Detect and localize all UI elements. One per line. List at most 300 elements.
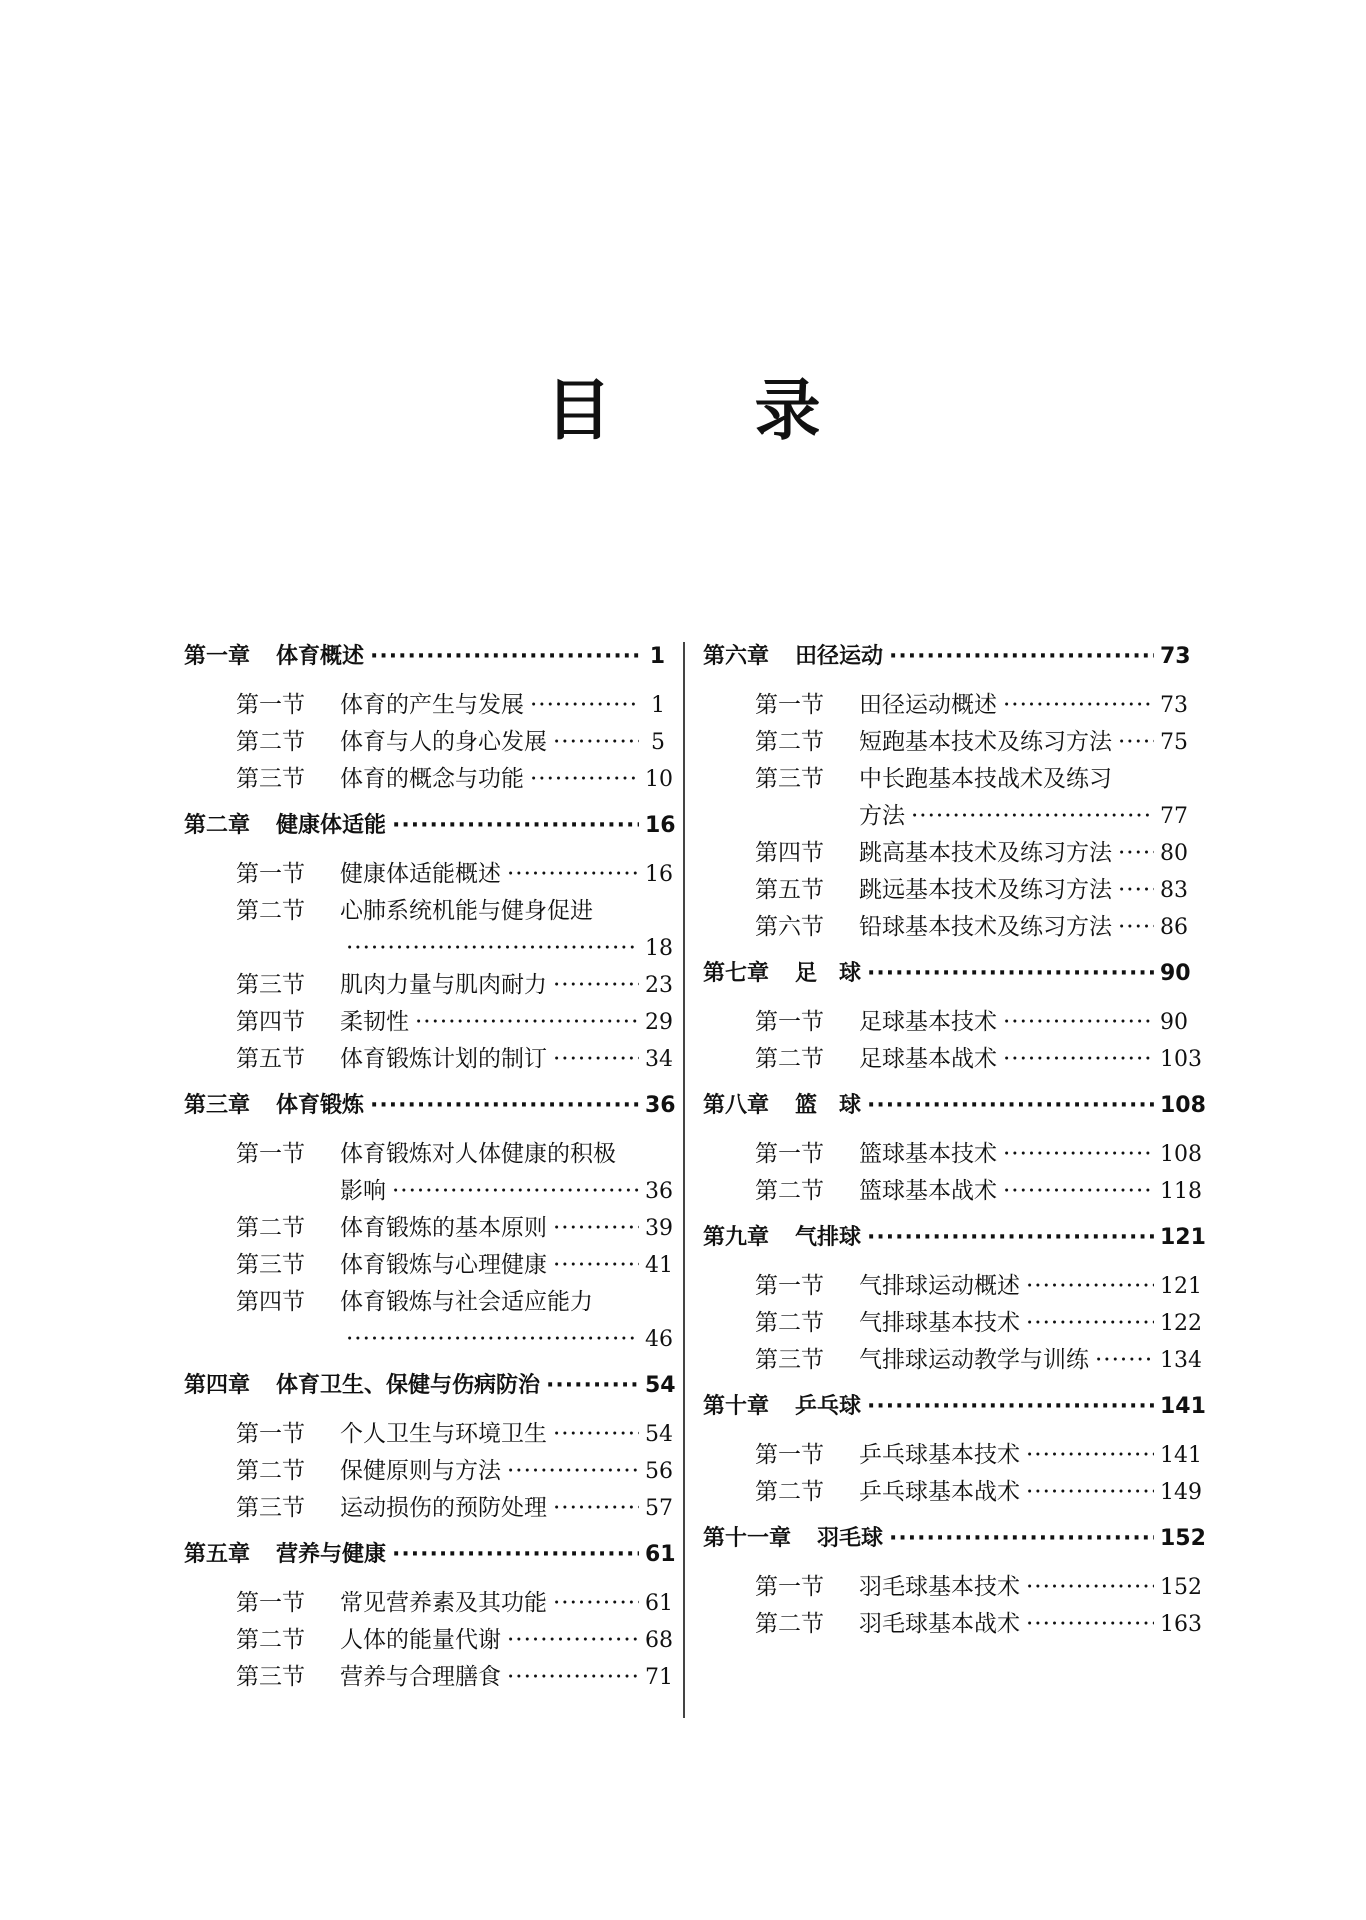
section-entry bbox=[184, 687, 665, 724]
dot-leader bbox=[1118, 872, 1154, 909]
section-body bbox=[340, 1585, 673, 1622]
chapter-entry bbox=[184, 804, 676, 848]
section-number: 第一节 bbox=[236, 1590, 305, 1616]
section-title-line bbox=[859, 872, 1188, 909]
dot-leader bbox=[346, 1321, 639, 1358]
chapter-title: 体育概述 bbox=[276, 644, 365, 669]
chapter-entry bbox=[184, 635, 665, 679]
page-title: 目 录 bbox=[545, 372, 881, 449]
section-number: 第三节 bbox=[755, 766, 824, 792]
section-page: 149 bbox=[1160, 1480, 1202, 1505]
section-entry bbox=[184, 967, 673, 1004]
chapter-number: 第十一章 bbox=[703, 1526, 792, 1551]
chapter-entry bbox=[703, 1084, 1206, 1128]
dot-leader bbox=[507, 1453, 639, 1490]
section-title-line bbox=[859, 1041, 1202, 1078]
dot-leader bbox=[1095, 1342, 1154, 1379]
section-entry bbox=[184, 724, 665, 761]
dot-leader bbox=[1003, 687, 1154, 724]
chapter-title: 营养与健康 bbox=[276, 1542, 387, 1567]
section-page: 152 bbox=[1160, 1575, 1202, 1600]
section-page: 103 bbox=[1160, 1047, 1202, 1072]
section-entry bbox=[184, 1490, 673, 1527]
section-body bbox=[859, 1268, 1202, 1305]
dot-leader bbox=[553, 967, 639, 1004]
section-page: 16 bbox=[645, 862, 673, 887]
section-number: 第一节 bbox=[755, 692, 824, 718]
section-title-line bbox=[340, 893, 665, 930]
section-number: 第五节 bbox=[755, 877, 824, 903]
dot-leader bbox=[553, 1247, 639, 1284]
section-entry bbox=[184, 1659, 673, 1696]
section-title-line bbox=[859, 687, 1188, 724]
chapter-entry bbox=[184, 1364, 676, 1408]
section-page: 10 bbox=[645, 767, 673, 792]
chapter-title: 羽毛球 bbox=[817, 1526, 884, 1551]
section-body bbox=[340, 1622, 673, 1659]
section-title-line bbox=[340, 930, 673, 967]
section-title-line bbox=[859, 1342, 1202, 1379]
section-title-text: 运动损伤的预防处理 bbox=[340, 1495, 547, 1521]
section-page: 121 bbox=[1160, 1274, 1202, 1299]
section-title-text: 体育的产生与发展 bbox=[340, 692, 524, 718]
section-page: 77 bbox=[1160, 804, 1188, 829]
section-page: 39 bbox=[645, 1216, 673, 1241]
section-number: 第二节 bbox=[755, 729, 824, 755]
section-title-line bbox=[340, 1416, 673, 1453]
section-number: 第三节 bbox=[755, 1347, 824, 1373]
section-number: 第二节 bbox=[236, 1458, 305, 1484]
section-body bbox=[340, 1004, 673, 1041]
dot-leader bbox=[530, 761, 639, 798]
dot-leader bbox=[1026, 1268, 1154, 1305]
dot-leader bbox=[553, 724, 639, 761]
section-entry bbox=[703, 761, 1188, 835]
section-entry bbox=[703, 872, 1188, 909]
section-page: 86 bbox=[1160, 915, 1188, 940]
section-title-line bbox=[340, 1284, 665, 1321]
dot-leader bbox=[553, 1210, 639, 1247]
chapter-title: 体育卫生、保健与伤病防治 bbox=[276, 1373, 541, 1398]
section-entry bbox=[703, 1004, 1188, 1041]
section-number: 第二节 bbox=[755, 1310, 824, 1336]
chapter-number: 第一章 bbox=[184, 644, 251, 669]
chapter-page: 141 bbox=[1160, 1394, 1206, 1419]
section-entry bbox=[184, 1284, 673, 1358]
section-number: 第六节 bbox=[755, 914, 824, 940]
section-page: 134 bbox=[1160, 1348, 1202, 1373]
section-title-line bbox=[859, 1173, 1202, 1210]
section-page: 118 bbox=[1160, 1179, 1202, 1204]
chapter-number: 第四章 bbox=[184, 1373, 251, 1398]
section-body bbox=[859, 1041, 1202, 1078]
section-title-line bbox=[340, 1247, 673, 1284]
dot-leader bbox=[553, 1490, 639, 1527]
section-body bbox=[859, 1004, 1188, 1041]
dot-leader bbox=[392, 1173, 639, 1210]
chapter-number: 第九章 bbox=[703, 1225, 770, 1250]
section-title-text: 羽毛球基本技术 bbox=[859, 1574, 1020, 1600]
section-body bbox=[340, 1210, 673, 1247]
section-title-text: 体育锻炼计划的制订 bbox=[340, 1046, 547, 1072]
dot-leader bbox=[346, 930, 639, 967]
section-body bbox=[340, 856, 673, 893]
dot-leader bbox=[1003, 1004, 1154, 1041]
section-body bbox=[340, 1416, 673, 1453]
chapter-page: 152 bbox=[1160, 1526, 1206, 1551]
section-title-line bbox=[340, 1659, 673, 1696]
section-title-line bbox=[859, 724, 1188, 761]
chapter-number: 第八章 bbox=[703, 1093, 770, 1118]
chapter-number: 第五章 bbox=[184, 1542, 251, 1567]
section-title-text: 篮球基本战术 bbox=[859, 1178, 997, 1204]
section-entry bbox=[184, 1622, 673, 1659]
section-entry bbox=[703, 1173, 1202, 1210]
section-body bbox=[859, 1474, 1202, 1511]
section-page: 36 bbox=[645, 1179, 673, 1204]
chapter-title: 乒乓球 bbox=[795, 1394, 862, 1419]
section-body bbox=[340, 1659, 673, 1696]
section-title-line bbox=[859, 761, 1180, 798]
section-title-text: 铅球基本技术及练习方法 bbox=[859, 914, 1112, 940]
chapter-title: 体育锻炼 bbox=[276, 1093, 365, 1118]
section-title-line bbox=[859, 1136, 1202, 1173]
chapter-entry bbox=[703, 1517, 1206, 1561]
dot-leader bbox=[392, 1533, 639, 1577]
section-body bbox=[340, 1453, 673, 1490]
section-entry bbox=[703, 835, 1188, 872]
section-number: 第四节 bbox=[755, 840, 824, 866]
section-title-line bbox=[340, 724, 665, 761]
section-title-line bbox=[859, 1437, 1202, 1474]
section-title-line bbox=[859, 1606, 1202, 1643]
chapter-page: 73 bbox=[1160, 644, 1191, 669]
section-page: 75 bbox=[1160, 730, 1188, 755]
section-entry bbox=[184, 1416, 673, 1453]
section-title-text: 人体的能量代谢 bbox=[340, 1627, 501, 1653]
section-page: 29 bbox=[645, 1010, 673, 1035]
section-title-text: 健康体适能概述 bbox=[340, 861, 501, 887]
section-title-line bbox=[340, 1210, 673, 1247]
section-body bbox=[859, 1173, 1202, 1210]
section-entry bbox=[184, 1585, 673, 1622]
dot-leader bbox=[370, 635, 639, 679]
dot-leader bbox=[1026, 1606, 1154, 1643]
section-page: 108 bbox=[1160, 1142, 1202, 1167]
chapter-entry bbox=[703, 952, 1191, 996]
section-title-text: 田径运动概述 bbox=[859, 692, 997, 718]
dot-leader bbox=[911, 798, 1154, 835]
section-title-text: 气排球运动概述 bbox=[859, 1273, 1020, 1299]
section-entry bbox=[703, 1437, 1202, 1474]
section-title-line bbox=[859, 835, 1188, 872]
chapter-page: 1 bbox=[649, 644, 665, 669]
section-page: 73 bbox=[1160, 693, 1188, 718]
section-title-text: 足球基本技术 bbox=[859, 1009, 997, 1035]
dot-leader bbox=[867, 952, 1154, 996]
dot-leader bbox=[392, 804, 639, 848]
section-body bbox=[859, 1136, 1202, 1173]
section-page: 18 bbox=[645, 936, 673, 961]
section-entry bbox=[184, 761, 673, 798]
dot-leader bbox=[530, 687, 639, 724]
chapter-title: 健康体适能 bbox=[276, 813, 387, 838]
section-entry bbox=[184, 1136, 673, 1210]
chapter-entry bbox=[703, 635, 1191, 679]
section-title-text: 跳远基本技术及练习方法 bbox=[859, 877, 1112, 903]
section-body bbox=[859, 1437, 1202, 1474]
section-page: 61 bbox=[645, 1591, 673, 1616]
section-title-text: 短跑基本技术及练习方法 bbox=[859, 729, 1112, 755]
chapter-page: 36 bbox=[645, 1093, 676, 1118]
chapter-number: 第三章 bbox=[184, 1093, 251, 1118]
section-number: 第三节 bbox=[236, 1495, 305, 1521]
section-body bbox=[859, 687, 1188, 724]
chapter-page: 16 bbox=[645, 813, 676, 838]
section-title-text: 体育与人的身心发展 bbox=[340, 729, 547, 755]
chapter-page: 61 bbox=[645, 1542, 676, 1567]
section-title-text: 体育的概念与功能 bbox=[340, 766, 524, 792]
section-title-line bbox=[859, 1569, 1202, 1606]
section-title-line bbox=[859, 909, 1188, 946]
dot-leader bbox=[867, 1385, 1154, 1429]
section-title-line bbox=[340, 1585, 673, 1622]
section-body bbox=[859, 835, 1188, 872]
section-page: 83 bbox=[1160, 878, 1188, 903]
section-number: 第二节 bbox=[236, 898, 305, 924]
section-number: 第四节 bbox=[236, 1289, 305, 1315]
section-title-text: 气排球基本技术 bbox=[859, 1310, 1020, 1336]
section-title-line bbox=[340, 1490, 673, 1527]
section-page: 41 bbox=[645, 1253, 673, 1278]
section-number: 第一节 bbox=[755, 1442, 824, 1468]
section-number: 第三节 bbox=[236, 1664, 305, 1690]
section-number: 第二节 bbox=[755, 1178, 824, 1204]
section-entry bbox=[703, 1569, 1202, 1606]
section-page: 68 bbox=[645, 1628, 673, 1653]
section-title-text: 乒乓球基本战术 bbox=[859, 1479, 1020, 1505]
dot-leader bbox=[1118, 724, 1154, 761]
chapter-spacer bbox=[703, 1643, 1180, 1649]
section-page: 122 bbox=[1160, 1311, 1202, 1336]
section-entry bbox=[184, 856, 673, 893]
section-entry bbox=[703, 687, 1188, 724]
section-body bbox=[340, 893, 673, 967]
section-body bbox=[859, 909, 1188, 946]
section-number: 第二节 bbox=[236, 1627, 305, 1653]
dot-leader bbox=[1003, 1173, 1154, 1210]
section-entry bbox=[703, 1136, 1202, 1173]
section-entry bbox=[703, 724, 1188, 761]
section-title-text: 保健原则与方法 bbox=[340, 1458, 501, 1484]
section-page: 23 bbox=[645, 973, 673, 998]
section-title-line bbox=[340, 761, 673, 798]
section-page: 90 bbox=[1160, 1010, 1188, 1035]
section-title-text: 体育锻炼与心理健康 bbox=[340, 1252, 547, 1278]
section-title-text: 肌肉力量与肌肉耐力 bbox=[340, 972, 547, 998]
chapter-spacer bbox=[184, 1696, 665, 1702]
dot-leader bbox=[546, 1364, 639, 1408]
section-page: 54 bbox=[645, 1422, 673, 1447]
chapter-title: 田径运动 bbox=[795, 644, 884, 669]
section-number: 第二节 bbox=[755, 1046, 824, 1072]
section-title-line bbox=[340, 1321, 673, 1358]
dot-leader bbox=[553, 1585, 639, 1622]
section-title-text: 乒乓球基本技术 bbox=[859, 1442, 1020, 1468]
section-number: 第一节 bbox=[755, 1574, 824, 1600]
dot-leader bbox=[1026, 1437, 1154, 1474]
dot-leader bbox=[889, 1517, 1154, 1561]
chapter-page: 121 bbox=[1160, 1225, 1206, 1250]
section-title-line bbox=[859, 1268, 1202, 1305]
chapter-page: 90 bbox=[1160, 961, 1191, 986]
section-entry bbox=[703, 1305, 1202, 1342]
section-number: 第二节 bbox=[236, 729, 305, 755]
section-title-line bbox=[340, 1041, 673, 1078]
dot-leader bbox=[507, 1659, 639, 1696]
section-page: 34 bbox=[645, 1047, 673, 1072]
section-page: 57 bbox=[645, 1496, 673, 1521]
section-title-line bbox=[340, 967, 673, 1004]
section-body bbox=[859, 1569, 1202, 1606]
section-title-text: 常见营养素及其功能 bbox=[340, 1590, 547, 1616]
dot-leader bbox=[507, 856, 639, 893]
section-title-text: 营养与合理膳食 bbox=[340, 1664, 501, 1690]
section-entry bbox=[703, 1268, 1202, 1305]
section-body bbox=[340, 687, 665, 724]
section-entry bbox=[703, 1342, 1202, 1379]
section-number: 第一节 bbox=[236, 692, 305, 718]
dot-leader bbox=[867, 1216, 1154, 1260]
section-number: 第一节 bbox=[755, 1273, 824, 1299]
section-page: 141 bbox=[1160, 1443, 1202, 1468]
dot-leader bbox=[1003, 1136, 1154, 1173]
section-title-line bbox=[340, 1136, 665, 1173]
section-body bbox=[340, 1247, 673, 1284]
dot-leader bbox=[507, 1622, 639, 1659]
section-title-text: 影响 bbox=[340, 1178, 386, 1204]
chapter-number: 第十章 bbox=[703, 1394, 770, 1419]
dot-leader bbox=[370, 1084, 639, 1128]
section-entry bbox=[184, 893, 673, 967]
section-number: 第二节 bbox=[236, 1215, 305, 1241]
section-body bbox=[859, 1606, 1202, 1643]
section-number: 第二节 bbox=[755, 1479, 824, 1505]
dot-leader bbox=[415, 1004, 639, 1041]
section-title-line bbox=[340, 1453, 673, 1490]
dot-leader bbox=[553, 1416, 639, 1453]
section-title-line bbox=[340, 856, 673, 893]
dot-leader bbox=[1003, 1041, 1154, 1078]
section-title-line bbox=[859, 798, 1188, 835]
dot-leader bbox=[1118, 909, 1154, 946]
toc-column-right bbox=[703, 635, 1206, 1649]
chapter-page: 108 bbox=[1160, 1093, 1206, 1118]
section-title-text: 足球基本战术 bbox=[859, 1046, 997, 1072]
section-entry bbox=[184, 1453, 673, 1490]
section-body bbox=[859, 1305, 1202, 1342]
section-body bbox=[859, 1342, 1202, 1379]
section-entry bbox=[703, 909, 1188, 946]
dot-leader bbox=[1118, 835, 1154, 872]
chapter-entry bbox=[703, 1216, 1206, 1260]
section-number: 第四节 bbox=[236, 1009, 305, 1035]
section-body bbox=[340, 967, 673, 1004]
chapter-title: 气排球 bbox=[795, 1225, 862, 1250]
section-title-text: 篮球基本技术 bbox=[859, 1141, 997, 1167]
section-title-text: 体育锻炼与社会适应能力 bbox=[340, 1289, 593, 1315]
section-body bbox=[340, 1041, 673, 1078]
section-body bbox=[859, 872, 1188, 909]
section-page: 71 bbox=[645, 1665, 673, 1690]
section-number: 第三节 bbox=[236, 1252, 305, 1278]
section-title-line bbox=[859, 1474, 1202, 1511]
section-title-text: 体育锻炼的基本原则 bbox=[340, 1215, 547, 1241]
section-page: 163 bbox=[1160, 1612, 1202, 1637]
section-title-text: 方法 bbox=[859, 803, 905, 829]
section-title-line bbox=[340, 1173, 673, 1210]
section-number: 第二节 bbox=[755, 1611, 824, 1637]
section-number: 第五节 bbox=[236, 1046, 305, 1072]
section-body bbox=[340, 724, 665, 761]
section-number: 第一节 bbox=[236, 861, 305, 887]
dot-leader bbox=[1026, 1305, 1154, 1342]
section-body bbox=[340, 1490, 673, 1527]
chapter-title: 篮 球 bbox=[795, 1093, 862, 1118]
section-number: 第一节 bbox=[236, 1141, 305, 1167]
section-title-line bbox=[859, 1305, 1202, 1342]
section-page: 80 bbox=[1160, 841, 1188, 866]
section-page: 5 bbox=[651, 730, 665, 755]
chapter-title: 足 球 bbox=[795, 961, 862, 986]
section-entry bbox=[703, 1606, 1202, 1643]
section-title-line bbox=[340, 1004, 673, 1041]
section-body bbox=[340, 1136, 673, 1210]
section-body bbox=[859, 761, 1188, 835]
toc-column-left bbox=[184, 635, 676, 1702]
section-entry bbox=[184, 1247, 673, 1284]
section-body bbox=[340, 761, 673, 798]
chapter-number: 第七章 bbox=[703, 961, 770, 986]
section-title-text: 羽毛球基本战术 bbox=[859, 1611, 1020, 1637]
dot-leader bbox=[1026, 1569, 1154, 1606]
section-page: 56 bbox=[645, 1459, 673, 1484]
chapter-number: 第六章 bbox=[703, 644, 770, 669]
section-entry bbox=[703, 1474, 1202, 1511]
section-body bbox=[859, 724, 1188, 761]
section-title-line bbox=[859, 1004, 1188, 1041]
chapter-entry bbox=[184, 1084, 676, 1128]
section-title-text: 气排球运动教学与训练 bbox=[859, 1347, 1089, 1373]
chapter-page: 54 bbox=[645, 1373, 676, 1398]
section-title-text: 中长跑基本技战术及练习 bbox=[859, 766, 1112, 792]
section-entry bbox=[703, 1041, 1202, 1078]
section-title-text: 体育锻炼对人体健康的积极 bbox=[340, 1141, 616, 1167]
dot-leader bbox=[889, 635, 1154, 679]
section-number: 第三节 bbox=[236, 766, 305, 792]
section-page: 1 bbox=[651, 693, 665, 718]
section-entry bbox=[184, 1004, 673, 1041]
column-divider bbox=[683, 642, 685, 1718]
chapter-entry bbox=[703, 1385, 1206, 1429]
section-title-text: 个人卫生与环境卫生 bbox=[340, 1421, 547, 1447]
section-title-text: 心肺系统机能与健身促进 bbox=[340, 898, 593, 924]
chapter-number: 第二章 bbox=[184, 813, 251, 838]
section-body bbox=[340, 1284, 673, 1358]
section-number: 第一节 bbox=[755, 1141, 824, 1167]
section-title-text: 柔韧性 bbox=[340, 1009, 409, 1035]
section-title-line bbox=[340, 1622, 673, 1659]
